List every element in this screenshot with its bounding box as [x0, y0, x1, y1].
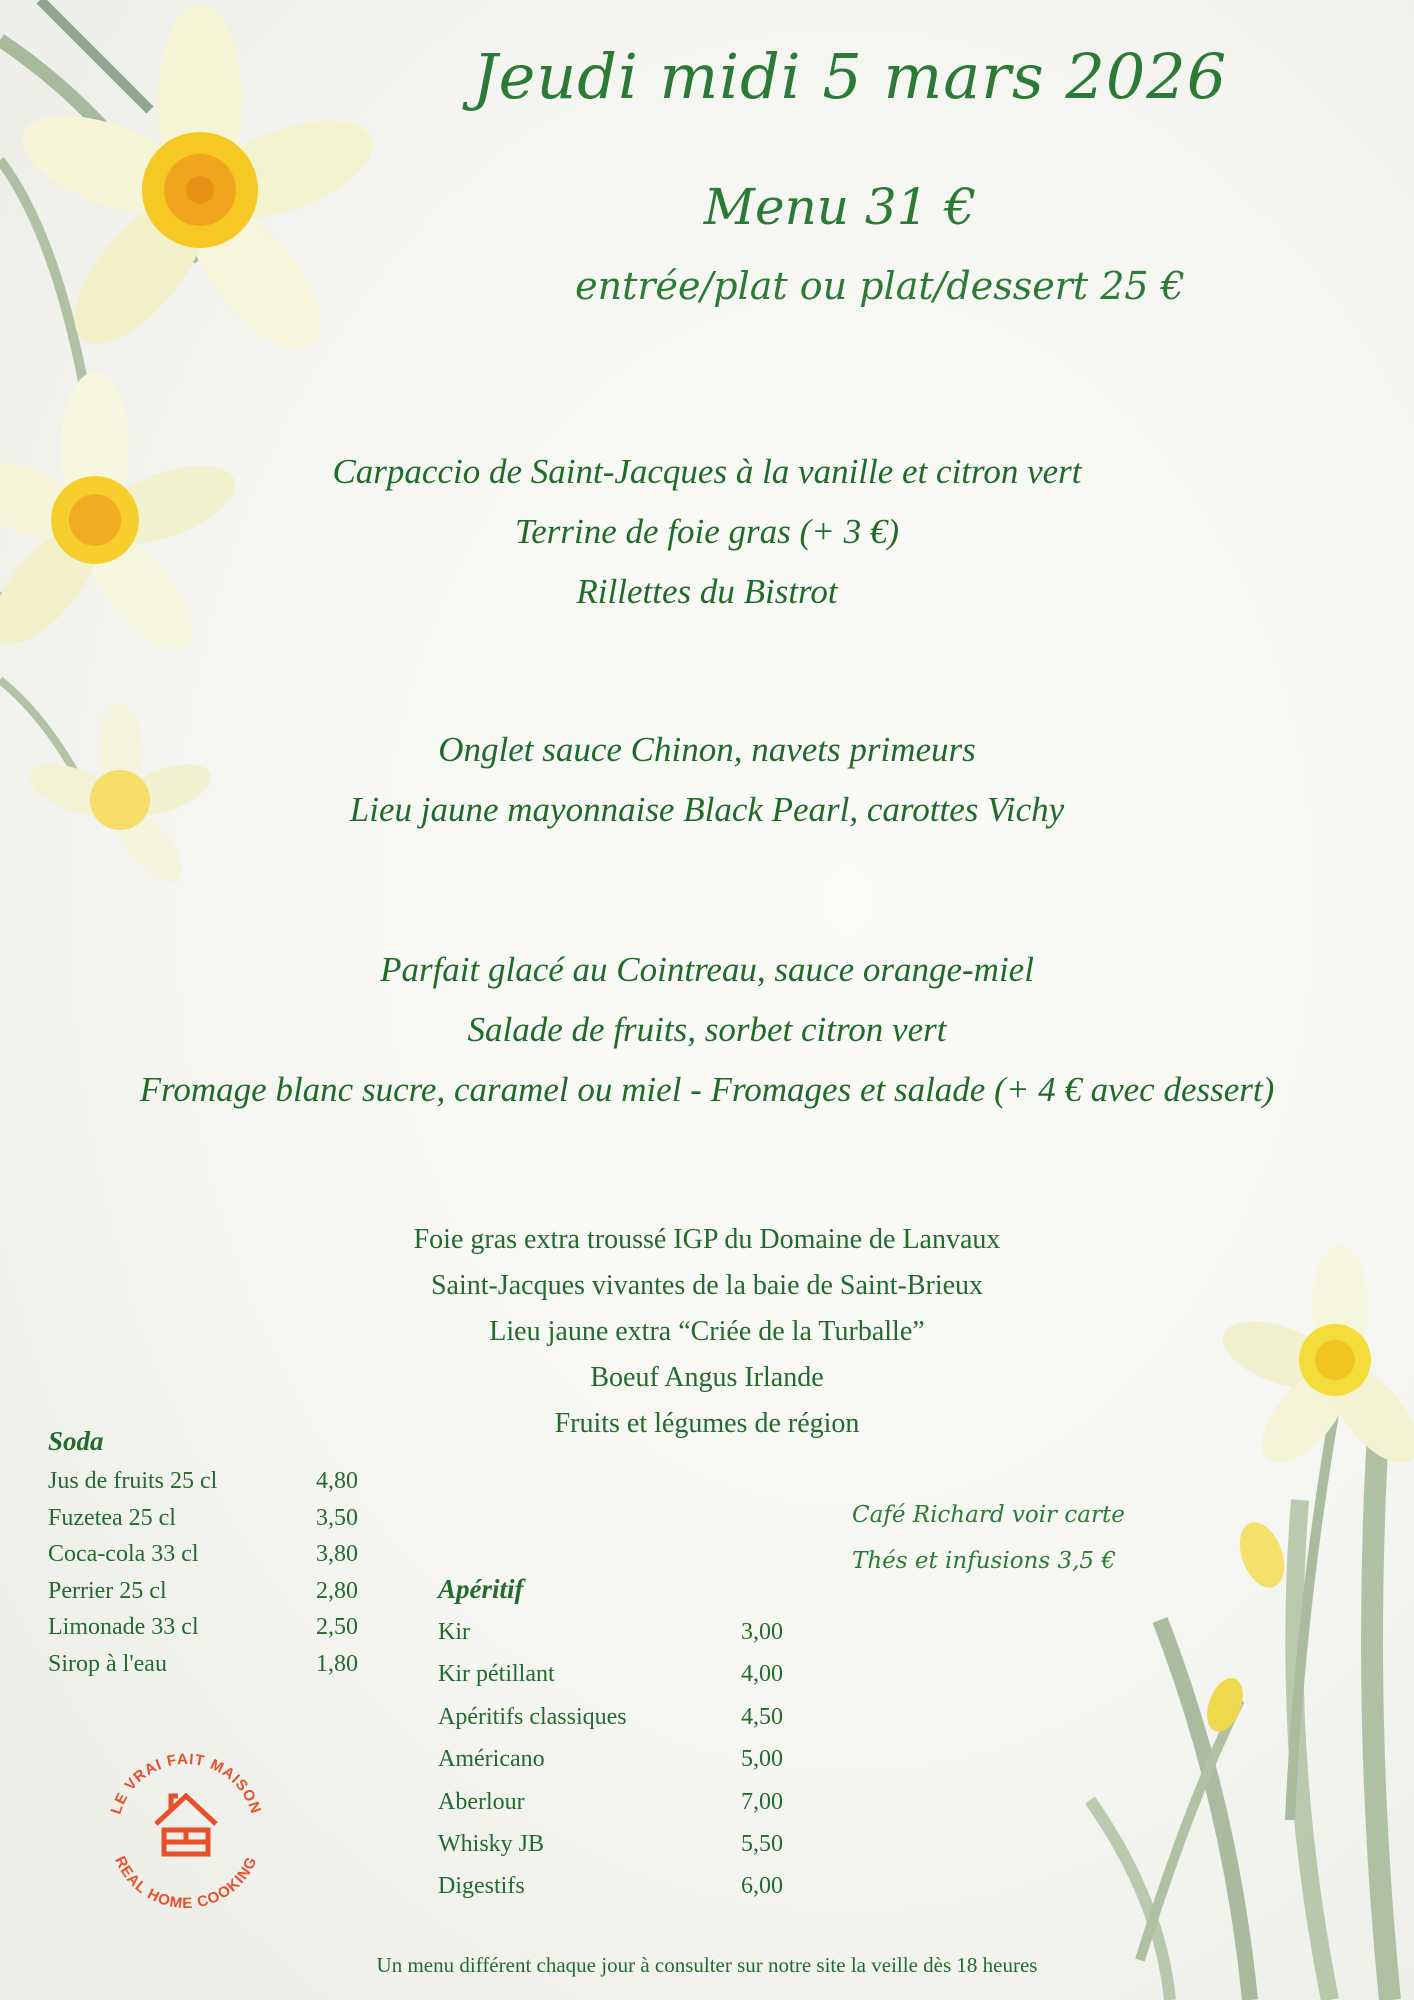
drink-name: Jus de fruits 25 cl: [48, 1468, 218, 1494]
aperitif-heading: Apéritif: [438, 1574, 524, 1604]
drink-price: 4,00: [741, 1661, 783, 1688]
drink-row: [438, 1653, 783, 1695]
hot-drinks: [852, 1492, 1125, 1584]
origin-item: Boeuf Angus Irlande: [590, 1362, 824, 1393]
origin-item: Saint-Jacques vivantes de la baie de Saint-Brieux: [430, 1270, 984, 1301]
drink-price: 3,80: [316, 1541, 358, 1567]
drink-name: Coca-cola 33 cl: [48, 1541, 199, 1567]
drink-price: 4,80: [316, 1468, 358, 1494]
coffee-line: Café Richard voir carte: [852, 1502, 1125, 1528]
drink-row: [48, 1463, 358, 1500]
drink-name: Whisky JB: [438, 1831, 545, 1858]
drink-name: Kir: [438, 1619, 470, 1645]
footer-note: Un menu différent chaque jour à consulter sur notre site la veille dès 18 heures: [376, 1953, 1038, 1977]
drink-price: 5,50: [741, 1831, 783, 1858]
soda-heading: Soda: [48, 1426, 104, 1456]
svg-text:LE VRAI FAIT MAISON: [108, 1751, 265, 1817]
dessert-item: Parfait glacé au Cointreau, sauce orange-miel: [380, 950, 1034, 989]
vrai-fait-maison-logo: [96, 1736, 276, 1916]
date-title: Jeudi midi 5 mars 2026: [472, 40, 1228, 113]
drink-price: 2,50: [316, 1614, 358, 1640]
house-icon: [156, 1796, 216, 1854]
logo-bottom-text: REAL HOME COOKING: [111, 1853, 261, 1913]
drink-name: Aberlour: [438, 1788, 525, 1815]
drink-row: [48, 1573, 358, 1610]
drink-name: Américano: [438, 1746, 545, 1773]
drink-name: Digestifs: [438, 1873, 525, 1900]
dessert-item: Salade de fruits, sorbet citron vert: [467, 1010, 947, 1049]
drink-name: Fuzetea 25 cl: [48, 1504, 176, 1531]
drink-name: Limonade 33 cl: [48, 1614, 199, 1640]
origin-item: Fruits et légumes de région: [554, 1408, 860, 1439]
starter-item: Carpaccio de Saint-Jacques à la vanille et citron vert: [332, 452, 1082, 491]
drink-row: [48, 1609, 358, 1646]
drink-row: [438, 1696, 783, 1738]
starter-item: Rillettes du Bistrot: [576, 572, 838, 611]
drink-row: [48, 1646, 358, 1683]
drink-name: Kir pétillant: [438, 1661, 555, 1688]
drink-name: Perrier 25 cl: [48, 1577, 167, 1604]
drink-price: 6,00: [741, 1873, 783, 1900]
dessert-item: Fromage blanc sucre, caramel ou miel - Fromages et salade (+ 4 € avec dessert): [139, 1070, 1275, 1109]
drink-row: [438, 1865, 783, 1907]
drink-row: [438, 1823, 783, 1865]
main-item: Onglet sauce Chinon, navets primeurs: [438, 730, 976, 769]
drink-price: 3,00: [741, 1619, 783, 1645]
teas-line: Thés et infusions 3,5 €: [852, 1548, 1116, 1574]
drink-price: 5,00: [741, 1746, 783, 1773]
drink-name: Sirop à l'eau: [48, 1650, 167, 1677]
drink-row: [438, 1781, 783, 1823]
starter-item: Terrine de foie gras (+ 3 €): [515, 512, 899, 551]
drink-price: 3,50: [316, 1504, 358, 1531]
drink-row: [48, 1536, 358, 1573]
drink-price: 7,00: [741, 1788, 783, 1815]
aperitif-list: [438, 1574, 783, 1908]
drink-row: [48, 1500, 358, 1537]
formula-price: entrée/plat ou plat/dessert 25 €: [575, 264, 1185, 308]
origin-item: Foie gras extra troussé IGP du Domaine de Lanvaux: [413, 1224, 1001, 1255]
drink-price: 4,50: [741, 1703, 783, 1730]
drink-row: [438, 1611, 783, 1653]
origin-item: Lieu jaune extra “Criée de la Turballe”: [489, 1316, 925, 1347]
soda-list: [48, 1426, 358, 1682]
svg-text:REAL HOME COOKING: [111, 1854, 261, 1913]
menu-price: Menu 31 €: [703, 178, 977, 236]
drink-name: Apéritifs classiques: [438, 1703, 627, 1730]
drink-price: 1,80: [316, 1650, 358, 1677]
drink-price: 2,80: [316, 1577, 358, 1604]
logo-top-text: LE VRAI FAIT MAISON: [107, 1750, 265, 1817]
main-item: Lieu jaune mayonnaise Black Pearl, carottes Vichy: [349, 790, 1065, 829]
drink-row: [438, 1738, 783, 1780]
